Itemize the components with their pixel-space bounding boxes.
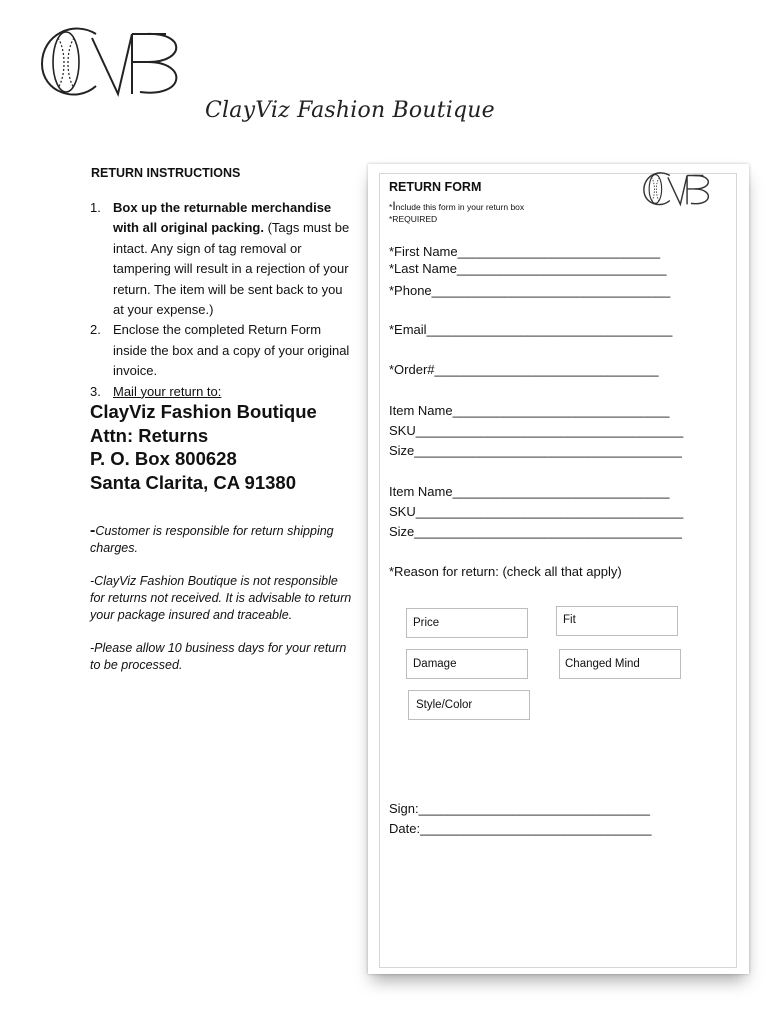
note-responsibility: -ClayViz Fashion Boutique is not responsible for returns not received. It is advisable to return your package insured and traceable.	[90, 574, 352, 622]
note-processing: -Please allow 10 business days for your return to be processed.	[90, 641, 347, 672]
step-number: 3.	[90, 383, 101, 399]
reason-fit-box[interactable]: Fit	[556, 606, 678, 636]
required-note: *REQUIRED	[389, 214, 438, 224]
address-line: ClayViz Fashion Boutique	[90, 401, 317, 422]
reason-style-color-box[interactable]: Style/Color	[408, 690, 530, 720]
sub-initial: I	[392, 199, 396, 213]
step-text: (Tags must be intact. Any sign of tag removal or tampering will result in a rejection of your return. The item will be sent back to you at your expense.)	[113, 220, 350, 318]
item2-sku-field[interactable]: SKU_____________________________________	[389, 504, 684, 519]
instruction-steps	[90, 198, 352, 402]
reason-price-box[interactable]: Price	[406, 608, 528, 638]
note-dash: -	[90, 522, 96, 539]
instructions-heading: RETURN INSTRUCTIONS	[91, 166, 241, 180]
brand-logo	[36, 20, 186, 100]
item1-sku-field[interactable]: SKU_____________________________________	[389, 423, 684, 438]
form-logo	[641, 168, 713, 208]
instruction-step-2	[90, 320, 352, 381]
address-line: Attn: Returns	[90, 424, 209, 446]
date-field[interactable]: Date:________________________________	[389, 821, 652, 836]
address-line: Santa Clarita, CA 91380	[90, 471, 296, 493]
instruction-step-3	[90, 382, 352, 402]
return-address	[90, 400, 317, 494]
reason-label: *Reason for return: (check all that apply)	[389, 564, 622, 579]
email-field[interactable]: *Email__________________________________	[389, 322, 673, 337]
last-name-field[interactable]: *Last Name_____________________________	[389, 261, 667, 276]
return-notes	[90, 522, 352, 690]
step-number: 2.	[90, 322, 101, 338]
item2-name-field[interactable]: Item Name______________________________	[389, 484, 670, 499]
order-number-field[interactable]: *Order#_______________________________	[389, 362, 659, 377]
step-number: 1.	[90, 200, 101, 215]
step-text: Mail your return to:	[113, 383, 222, 399]
step-text: Enclose the completed Return Form inside the box and a copy of your original invoice.	[113, 322, 350, 379]
item2-size-field[interactable]: Size_____________________________________	[389, 524, 682, 539]
reason-changed-mind-box[interactable]: Changed Mind	[559, 649, 681, 679]
item1-name-field[interactable]: Item Name______________________________	[389, 403, 670, 418]
item1-size-field[interactable]: Size_____________________________________	[389, 443, 682, 458]
sub-star: *	[389, 202, 393, 212]
form-instruction	[389, 199, 524, 213]
instruction-step-1	[90, 198, 352, 320]
sub-text: nclude this form in your return box	[395, 202, 525, 212]
brand-name: ClayViz Fashion Boutique	[205, 98, 495, 123]
signature-field[interactable]: Sign:________________________________	[389, 801, 650, 816]
first-name-field[interactable]: *First Name____________________________	[389, 244, 661, 259]
reason-damage-box[interactable]: Damage	[406, 649, 528, 679]
address-line: P. O. Box 800628	[90, 448, 237, 469]
note-text: Customer is responsible for return shipping charges.	[90, 524, 334, 555]
note-shipping	[90, 522, 352, 557]
form-heading: RETURN FORM	[389, 180, 482, 194]
phone-field[interactable]: *Phone_________________________________	[389, 283, 671, 298]
step-bold-text: Box up the returnable merchandise with all original packing.	[113, 200, 332, 236]
